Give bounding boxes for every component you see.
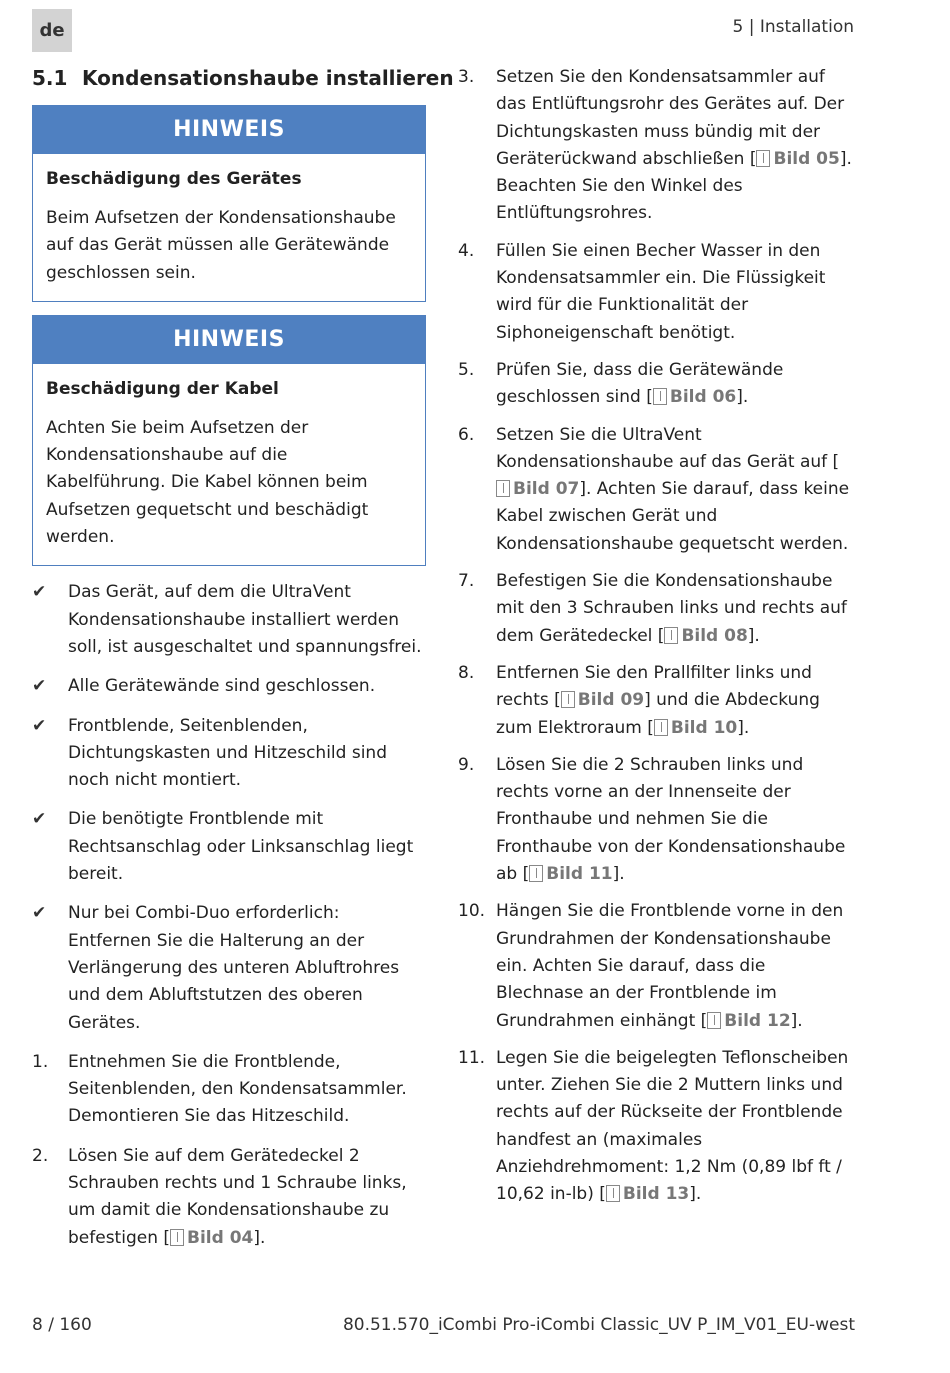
left-column <box>32 64 454 1264</box>
step-number: 10. <box>458 901 486 922</box>
section-number: 5.1 <box>32 66 68 90</box>
step-item: 6. Setzen Sie die UltraVent Kondensationshaube auf das Gerät auf [Bild 07]. Achten Sie darauf, dass keine Kabel zwischen Gerät und Kondensationshaube gequetscht werden. <box>458 422 858 558</box>
notice-text: Achten Sie beim Aufsetzen der Kondensationshaube auf die Kabelführung. Die Kabel können beim Aufsetzen gequetscht und beschädigt werden. <box>46 417 369 548</box>
figure-icon <box>496 480 510 497</box>
figure-reference[interactable]: Bild 08 <box>664 626 747 646</box>
figure-icon <box>561 691 575 708</box>
checkmark-icon: ✔ <box>32 676 47 697</box>
step-number: 8. <box>458 662 475 683</box>
checkmark-icon: ✔ <box>32 715 47 736</box>
notice-subtitle: Beschädigung der Kabel <box>46 378 279 399</box>
figure-reference[interactable]: Bild 04 <box>170 1228 253 1248</box>
chapter-header: 5 | Installation <box>732 17 854 37</box>
page-number: 8 / 160 <box>32 1315 92 1335</box>
prerequisite-list <box>32 579 426 1036</box>
prerequisite-item: ✔ Alle Gerätewände sind geschlossen. <box>32 673 426 700</box>
prerequisite-item: ✔ Das Gerät, auf dem die UltraVent Kondensationshaube installiert werden soll, ist ausgeschaltet und spannungsfrei. <box>32 579 426 661</box>
notice-text: Beim Aufsetzen der Kondensationshaube auf das Gerät müssen alle Gerätewände geschlossen sein. <box>46 208 396 283</box>
step-number: 4. <box>458 240 475 261</box>
figure-icon <box>606 1185 620 1202</box>
step-number: 9. <box>458 754 475 775</box>
figure-icon <box>529 865 543 882</box>
step-list-right <box>458 64 858 1209</box>
step-number: 1. <box>32 1051 49 1072</box>
notice-heading: HINWEIS <box>33 106 425 154</box>
figure-reference[interactable]: Bild 11 <box>529 864 612 884</box>
step-item: 2. Lösen Sie auf dem Gerätedeckel 2 Schrauben rechts und 1 Schraube links, um damit die Kondensationshaube zu befestigen [ Bild 04]. <box>32 1143 426 1252</box>
right-column <box>458 64 858 1219</box>
step-number: 7. <box>458 571 475 592</box>
figure-reference[interactable]: Bild 06 <box>653 387 736 407</box>
notice-box <box>32 105 426 302</box>
figure-icon <box>170 1229 184 1246</box>
notice-heading: HINWEIS <box>33 316 425 364</box>
step-number: 2. <box>32 1145 49 1166</box>
step-number: 3. <box>458 67 475 87</box>
figure-icon <box>653 388 667 405</box>
checkmark-icon: ✔ <box>32 903 47 924</box>
figure-icon <box>707 1012 721 1029</box>
figure-reference[interactable]: Bild 07 <box>496 479 579 499</box>
step-item: 8. Entfernen Sie den Prallfilter links und rechts [ Bild 09] und die Abdeckung zum Elektroraum [ Bild 10]. <box>458 660 858 742</box>
figure-reference[interactable]: Bild 10 <box>654 718 737 738</box>
step-list-left <box>32 1049 426 1252</box>
prerequisite-item: ✔ Nur bei Combi-Duo erforderlich: Entfernen Sie die Halterung an der Verlängerung des unteren Abluftrohres und dem Abluftstutzen des oberen Gerätes. <box>32 900 426 1036</box>
prerequisite-item: ✔ Frontblende, Seitenblenden, Dichtungskasten und Hitzeschild sind noch nicht montiert. <box>32 713 426 795</box>
figure-reference[interactable]: Bild 09 <box>561 690 644 710</box>
step-item: 9. Lösen Sie die 2 Schrauben links und rechts vorne an der Innenseite der Fronthaube und nehmen Sie die Fronthaube von der Kondensationshaube ab [ Bild 11]. <box>458 752 858 888</box>
checkmark-icon: ✔ <box>32 582 47 603</box>
figure-icon <box>756 150 770 167</box>
step-item: 7. Befestigen Sie die Kondensationshaube mit den 3 Schrauben links und rechts auf dem Gerätedeckel [ Bild 08]. <box>458 568 858 650</box>
step-item: 3. Setzen Sie den Kondensatsammler auf das Entlüftungsrohr des Gerätes auf. Der Dichtungskasten muss bündig mit der Geräterückwand abschließen [ Bild 05]. Beachten Sie den Winkel des Entlüftungsrohres. <box>458 64 858 228</box>
step-number: 6. <box>458 424 475 445</box>
step-number: 11. <box>458 1047 486 1068</box>
figure-reference[interactable]: Bild 05 <box>756 149 839 169</box>
checkmark-icon: ✔ <box>32 809 47 830</box>
step-item: 4. Füllen Sie einen Becher Wasser in den Kondensatsammler ein. Die Flüssigkeit wird für die Funktionalität der Siphoneigenschaft benötigt. <box>458 238 858 347</box>
language-badge: de <box>32 9 72 52</box>
section-title <box>32 64 454 92</box>
figure-icon <box>664 627 678 644</box>
step-item: 10. Hängen Sie die Frontblende vorne in den Grundrahmen der Kondensationshaube ein. Achten Sie darauf, dass die Blechnase an der Frontblende im Grundrahmen einhängt [ Bild 12]. <box>458 898 858 1034</box>
section-title-text: Kondensationshaube installieren <box>82 66 454 90</box>
figure-icon <box>654 719 668 736</box>
figure-reference[interactable]: Bild 12 <box>707 1011 790 1031</box>
step-item: 1. Entnehmen Sie die Frontblende, Seitenblenden, den Kondensatsammler. Demontieren Sie das Hitzeschild. <box>32 1049 426 1131</box>
notice-box <box>32 315 426 566</box>
step-item: 11. Legen Sie die beigelegten Teflonscheiben unter. Ziehen Sie die 2 Muttern links und rechts auf der Rückseite der Frontblende handfest an (maximales Anziehdrehmoment: 1,2 Nm (0,89 lbf ft / 10,62 in-lb) [ Bild 13]. <box>458 1045 858 1209</box>
figure-reference[interactable]: Bild 13 <box>606 1184 689 1204</box>
notice-subtitle: Beschädigung des Gerätes <box>46 169 302 189</box>
prerequisite-item: ✔ Die benötigte Frontblende mit Rechtsanschlag oder Linksanschlag liegt bereit. <box>32 806 426 888</box>
step-item: 5. Prüfen Sie, dass die Gerätewände geschlossen sind [ Bild 06]. <box>458 357 858 412</box>
step-number: 5. <box>458 359 475 380</box>
document-id: 80.51.570_iCombi Pro-iCombi Classic_UV P_IM_V01_EU-west <box>342 1315 855 1335</box>
